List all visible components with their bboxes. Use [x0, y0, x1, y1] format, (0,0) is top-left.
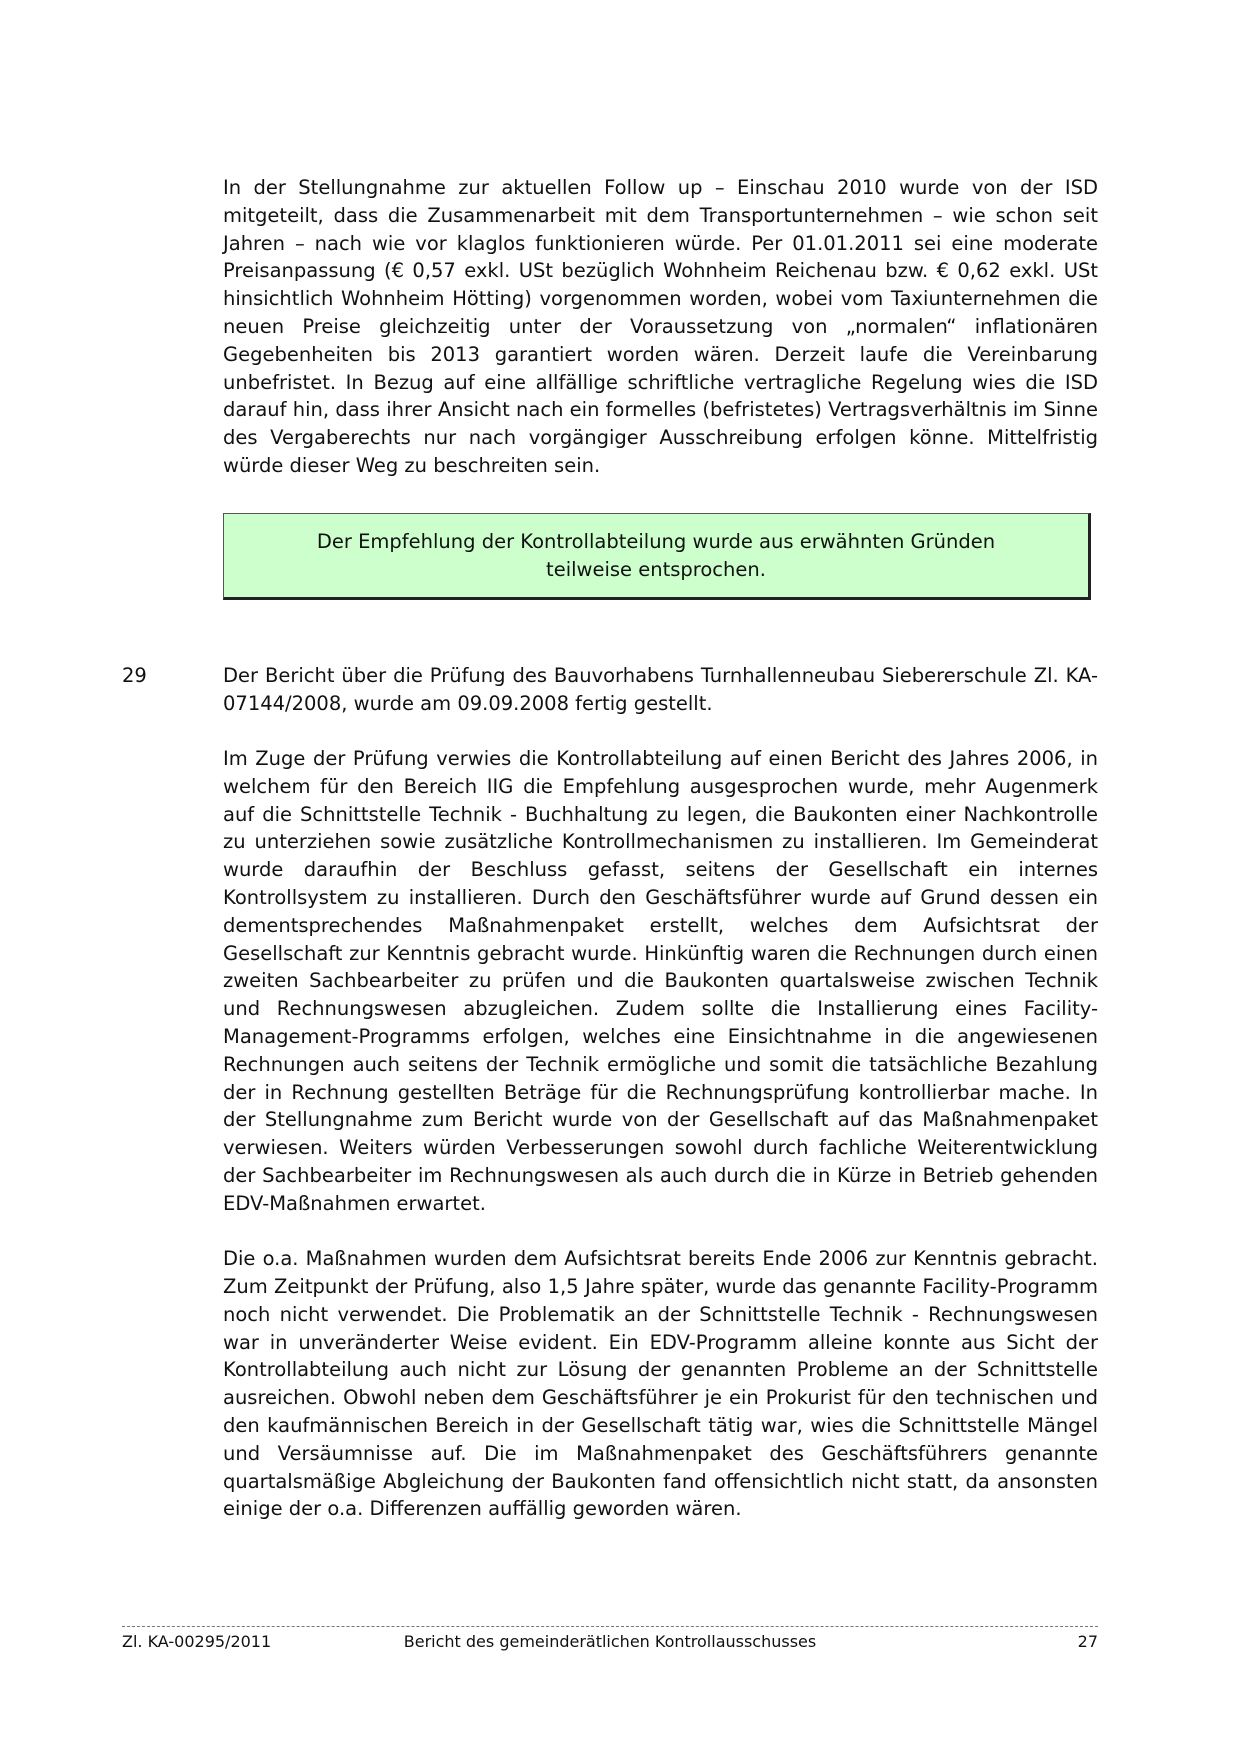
- section-body: [223, 662, 1098, 1551]
- section-paragraph: Im Zuge der Prüfung verwies die Kontrollabteilung auf einen Bericht des Jahres 2006, in welchem für den Bereich IIG die Empfehlung ausgesprochen wurde, mehr Augenmerk auf die Schnittstelle Technik - Buchhaltung zu legen, die Baukonten einer Nachkontrolle zu unterziehen sowie zusätzliche Kontrollmechanismen zu installieren. Im Gemeinderat wurde daraufhin der Beschluss gefasst, seitens der Gesellschaft ein internes Kontrollsystem zu installieren. Durch den Geschäftsführer wurde auf Grund dessen ein dementsprechendes Maßnahmenpaket erstellt, welches dem Aufsichtsrat der Gesellschaft zur Kenntnis gebracht wurde. Hinkünftig waren die Rechnungen durch einen zweiten Sachbearbeiter zu prüfen und die Baukonten quartalsweise zwischen Technik und Rechnungswesen abzugleichen. Zudem sollte die Installierung eines Facility-Management-Programms erfolgen, welches eine Einsichtnahme in die angewiesenen Rechnungen auch seitens der Technik ermögliche und somit die tatsächliche Bezahlung der in Rechnung gestellten Beträge für die Rechnungsprüfung kontrollierbar mache. In der Stellungnahme zum Bericht wurde von der Gesellschaft auf das Maßnahmenpaket verwiesen. Weiters würden Verbesserungen sowohl durch fachliche Weiterentwicklung der Sachbearbeiter im Rechnungswesen als auch durch die in Kürze in Betrieb gehenden EDV-Maßnahmen erwartet.: [223, 747, 1098, 1215]
- section-paragraph: Der Bericht über die Prüfung des Bauvorhabens Turnhallenneubau Siebererschule Zl. KA-07144/2008, wurde am 09.09.2008 fertig gestellt.: [223, 664, 1098, 715]
- recommendation-callout-box: [223, 513, 1091, 600]
- footer-title: Bericht des gemeinderätlichen Kontrollausschusses: [403, 1632, 817, 1651]
- intro-section: [223, 174, 1098, 480]
- page-number: 27: [1077, 1632, 1098, 1651]
- recommendation-callout-text: Der Empfehlung der Kontrollabteilung wurde aus erwähnten Gründen teilweise entsprochen.: [316, 529, 996, 581]
- footer-reference: Zl. KA-00295/2011: [122, 1632, 272, 1651]
- footer-divider: [122, 1626, 1098, 1627]
- section-paragraph: Die o.a. Maßnahmen wurden dem Aufsichtsrat bereits Ende 2006 zur Kenntnis gebracht. Zum Zeitpunkt der Prüfung, also 1,5 Jahre später, wurde das genannte Facility-Programm noch nicht verwendet. Die Problematik an der Schnittstelle Technik - Rechnungswesen war in unveränderter Weise evident. Ein EDV-Programm alleine konnte aus Sicht der Kontrollabteilung auch nicht zur Lösung der genannten Probleme an der Schnittstelle ausreichen. Obwohl neben dem Geschäftsführer je ein Prokurist für den technischen und den kaufmännischen Bereich in der Gesellschaft tätig war, wies die Schnittstelle Mängel und Versäumnisse auf. Die im Maßnahmenpaket des Geschäftsführers genannte quartalsmäßige Abgleichung der Baukonten fand offensichtlich nicht statt, da ansonsten einige der o.a. Differenzen auffällig geworden wären.: [223, 1247, 1098, 1521]
- page-footer: [122, 1632, 1098, 1656]
- section-number: 29: [122, 664, 147, 687]
- intro-paragraph: In der Stellungnahme zur aktuellen Follow up – Einschau 2010 wurde von der ISD mitgeteilt, dass die Zusammenarbeit mit dem Transportunternehmen – wie schon seit Jahren – nach wie vor klaglos funktionieren würde. Per 01.01.2011 sei eine moderate Preisanpassung (€ 0,57 exkl. USt bezüglich Wohnheim Reichenau bzw. € 0,62 exkl. USt hinsichtlich Wohnheim Hötting) vorgenommen worden, wobei vom Taxiunternehmen die neuen Preise gleichzeitig unter der Voraussetzung von „normalen“ inflationären Gegebenheiten bis 2013 garantiert worden wären. Derzeit laufe die Vereinbarung unbefristet. In Bezug auf eine allfällige schriftliche vertragliche Regelung wies die ISD darauf hin, dass ihrer Ansicht nach ein formelles (befristetes) Vertragsverhältnis im Sinne des Vergaberechts nur nach vorgängiger Ausschreibung erfolgen könne. Mittelfristig würde dieser Weg zu beschreiten sein.: [223, 176, 1098, 477]
